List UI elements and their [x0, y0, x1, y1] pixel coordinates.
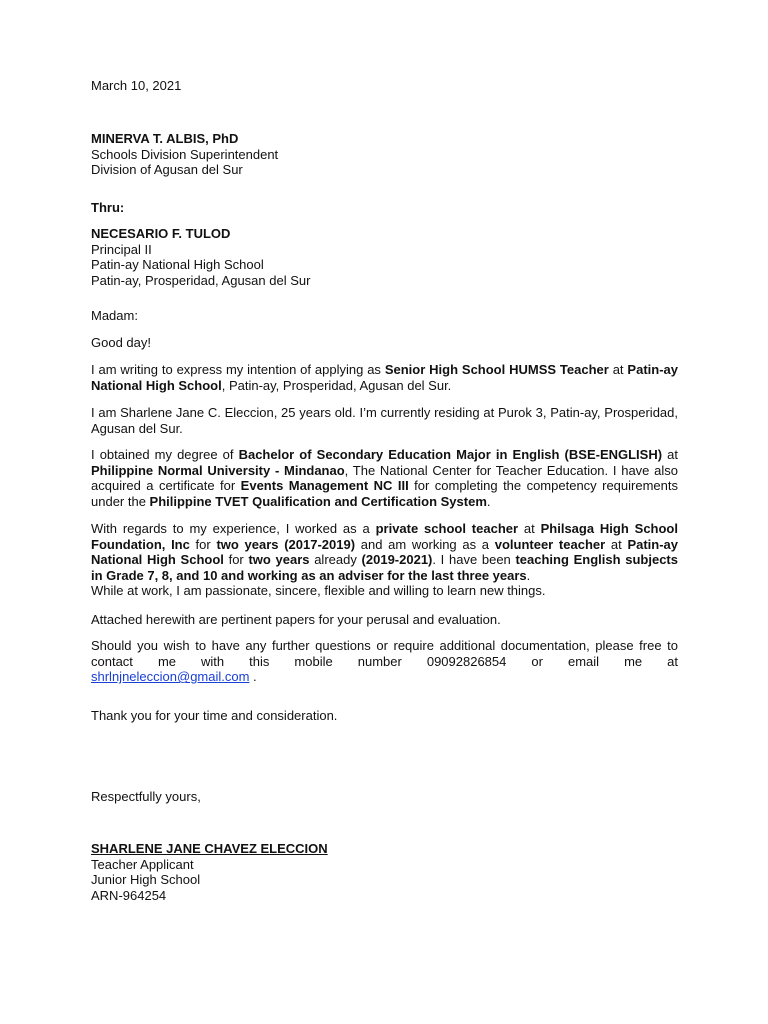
- addressee-office: Division of Agusan del Sur: [91, 162, 243, 178]
- signature-block: [91, 841, 678, 903]
- email-link[interactable]: shrlnjneleccion@gmail.com: [91, 669, 250, 685]
- signatory-name: SHARLENE JANE CHAVEZ ELECCION: [91, 841, 328, 856]
- thru-position: Principal II: [91, 241, 152, 257]
- paragraph-contact: Should you wish to have any further questions or require additional documentation, please free to contact me with this mobile number 09092826854 or email me at shrlnjneleccion@gmail.com .: [91, 638, 678, 685]
- addressee-title: Schools Division Superintendent: [91, 146, 279, 162]
- signatory-arn: ARN-964254: [91, 887, 167, 903]
- paragraph-attachments: Attached herewith are pertinent papers for your perusal and evaluation.: [91, 612, 501, 627]
- contact-text: Should you wish to have any further questions or require additional documentation, please free to contact me with this mobile number 09092826854 or email me at: [91, 638, 678, 669]
- signatory-unit: Junior High School: [91, 872, 201, 888]
- paragraph-intent: I am writing to express my intention of applying as Senior High School HUMSS Teacher at Patin-ay National High School, Patin-ay, Prosperidad, Agusan del Sur.: [91, 362, 678, 393]
- paragraph-education: I obtained my degree of Bachelor of Secondary Education Major in English (BSE-ENGLISH) at Philippine Normal University - Mindanao, The National Center for Teacher Education. I have also acquired a certificate for Events Management NC III for completing the competency requirements under the Philippine TVET Qualification and Certification System.: [91, 447, 678, 509]
- thru-label: Thru:: [91, 200, 125, 215]
- paragraph-personal: I am Sharlene Jane C. Eleccion, 25 years old. I’m currently residing at Purok 3, Patin-ay, Prosperidad, Agusan del Sur.: [91, 405, 678, 436]
- thru-address: Patin-ay, Prosperidad, Agusan del Sur: [91, 272, 311, 288]
- letter-date: March 10, 2021: [91, 78, 182, 93]
- thanks: Thank you for your time and consideration.: [91, 708, 338, 723]
- thru-block: [91, 226, 678, 288]
- addressee-name: MINERVA T. ALBIS, PhD: [91, 131, 239, 146]
- paragraph-experience: With regards to my experience, I worked as a private school teacher at Philsaga High School Foundation, Inc for two years (2017-2019) and am working as a volunteer teacher at Patin-ay National High School for two years already (2019-2021). I have been teaching English subjects in Grade 7, 8, and 10 and working as an adviser for the last three years. While at work, I am passionate, sincere, flexible and willing to learn new things.: [91, 521, 679, 599]
- signatory-role: Teacher Applicant: [91, 856, 194, 872]
- thru-school: Patin-ay National High School: [91, 257, 264, 273]
- addressee-block: [91, 131, 678, 178]
- greeting: Good day!: [91, 335, 151, 350]
- salutation: Madam:: [91, 308, 138, 323]
- thru-name: NECESARIO F. TULOD: [91, 226, 231, 241]
- closing: Respectfully yours,: [91, 789, 201, 804]
